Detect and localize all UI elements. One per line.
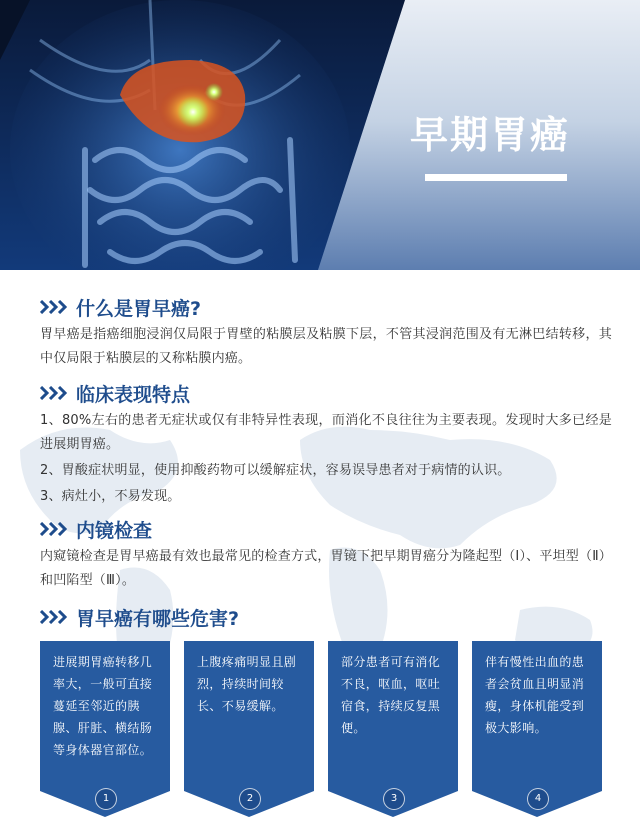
card-text: 部分患者可有消化不良，呕血，呕吐宿食，持续反复黑便。 [341, 655, 441, 735]
section-what-is [40, 293, 612, 371]
card-text: 上腹疼痛明显且剧烈，持续时间较长、不易缓解。 [197, 655, 297, 713]
section-paragraph: 胃早癌是指癌细胞浸润仅局限于胃壁的粘膜层及粘膜下层，不管其浸润范围及有无淋巴结转移，其中仅局限于粘膜层的又称粘膜内癌。 [40, 327, 612, 366]
section-paragraph: 3、病灶小，不易发现。 [40, 489, 181, 504]
harm-card [328, 641, 458, 817]
section-heading-text: 临床表现特点 [76, 383, 191, 406]
section-heading-text: 内镜检查 [76, 519, 153, 542]
section-heading-text: 胃早癌有哪些危害? [76, 607, 240, 630]
card-number-badge: 3 [383, 788, 405, 810]
triple-chevron-icon [40, 522, 70, 536]
section-harms [40, 603, 612, 631]
harm-card [40, 641, 170, 817]
section-heading-text: 什么是胃早癌? [76, 297, 202, 320]
section-endoscopy [40, 515, 612, 593]
section-clinical-features [40, 379, 612, 509]
triple-chevron-icon [40, 300, 70, 314]
section-heading [40, 379, 612, 407]
section-paragraph: 1、80%左右的患者无症状或仅有非特异性表现，而消化不良往往为主要表现。发现时大多已经是进展期胃癌。 [40, 413, 612, 452]
harm-card [472, 641, 602, 817]
card-text: 伴有慢性出血的患者会贫血且明显消瘦，身体机能受到极大影响。 [485, 655, 585, 735]
hero-banner [0, 0, 640, 270]
section-heading [40, 293, 612, 321]
banner-title: 早期胃癌 [409, 113, 570, 157]
triple-chevron-icon [40, 386, 70, 400]
card-text: 进展期胃癌转移几率大，一般可直接蔓延至邻近的胰腺、肝脏、横结肠等身体器官部位。 [53, 655, 153, 757]
harm-card [184, 641, 314, 817]
triple-chevron-icon [40, 610, 70, 624]
card-number-badge: 4 [527, 788, 549, 810]
section-paragraph: 2、胃酸症状明显，使用抑酸药物可以缓解症状，容易误导患者对于病情的认识。 [40, 463, 511, 478]
card-number-badge: 2 [239, 788, 261, 810]
title-underline [425, 174, 567, 181]
section-heading [40, 603, 612, 631]
section-heading [40, 515, 612, 543]
section-paragraph: 内窥镜检查是胃早癌最有效也最常见的检查方式，胃镜下把早期胃癌分为隆起型（Ⅰ）、平坦型（Ⅱ）和凹陷型（Ⅲ）。 [40, 549, 612, 588]
card-number-badge: 1 [95, 788, 117, 810]
